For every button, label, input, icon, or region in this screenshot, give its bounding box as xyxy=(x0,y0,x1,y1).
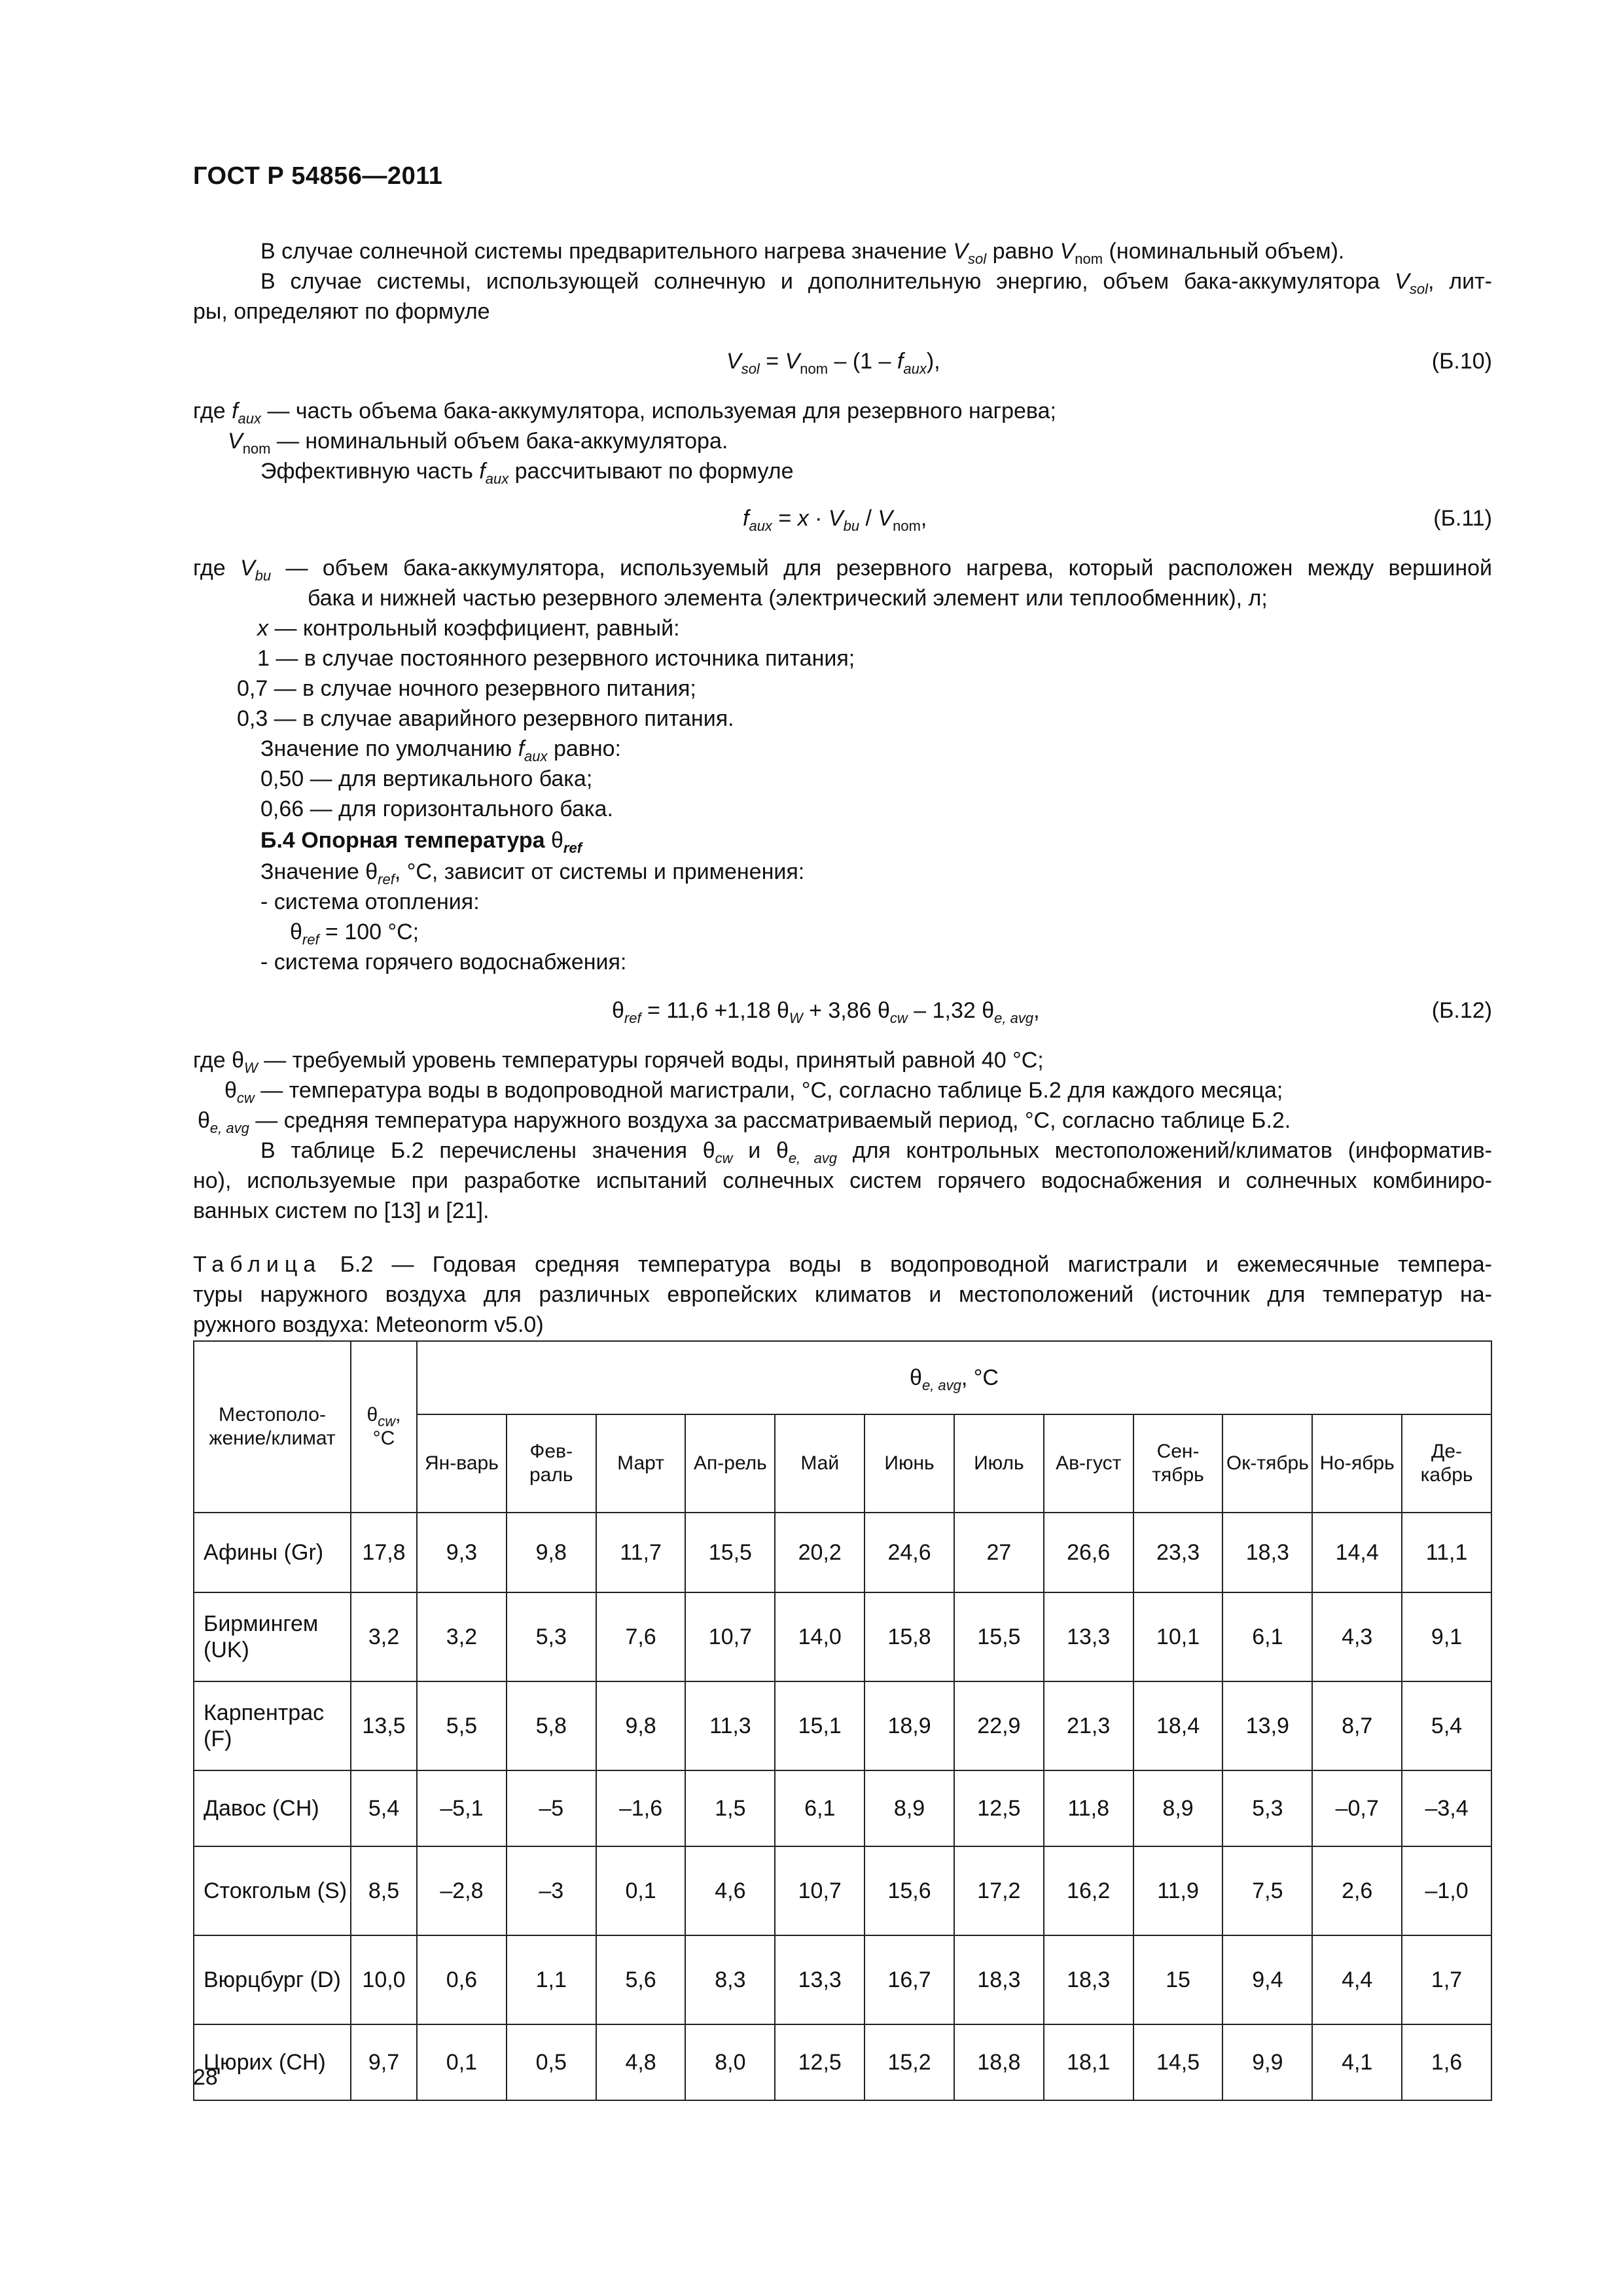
cell-month-value: 18,1 xyxy=(1044,2024,1133,2100)
where-vbu-cont: бака и нижней частью резервного элемента (электрический элемент или теплообменник), л; xyxy=(308,586,1268,611)
cell-month-value: 6,1 xyxy=(1222,1592,1312,1681)
cell-month-value: 3,2 xyxy=(417,1592,507,1681)
cell-month-value: 15,6 xyxy=(865,1846,954,1935)
cell-month-value: 1,6 xyxy=(1402,2024,1491,2100)
paragraph-combi-cont: ры, определяют по формуле xyxy=(193,299,490,324)
header-location xyxy=(194,1341,351,1513)
sub: e, avg xyxy=(921,1377,961,1393)
paragraph-table-ref-cont: но), используемые при разработке испытаний солнечных систем горячего водоснабжения и солнечных комбиниро- xyxy=(193,1168,1492,1193)
cell-month-value: 8,9 xyxy=(865,1770,954,1846)
text: — температура воды в водопроводной магистрали, °C, согласно таблице Б.2 для каждого месяца; xyxy=(254,1078,1283,1103)
cell-month-value: 18,9 xyxy=(865,1681,954,1770)
text: где xyxy=(193,556,240,581)
text: и xyxy=(732,1138,776,1163)
op: , xyxy=(1033,998,1040,1023)
sub: aux xyxy=(485,471,509,487)
sub: e, avg xyxy=(994,1010,1034,1026)
text: (номинальный объем). xyxy=(1103,239,1345,264)
sub: bu xyxy=(843,518,860,534)
cell-month-value: 11,8 xyxy=(1044,1770,1133,1846)
sub: ref xyxy=(302,931,319,948)
text: Местополо-жение/климат xyxy=(209,1404,336,1449)
list-heating: - система отопления: xyxy=(260,889,480,914)
op: = xyxy=(772,506,798,531)
symbol: θ xyxy=(776,998,789,1023)
header-month: Март xyxy=(596,1414,686,1513)
sub: ref xyxy=(624,1010,641,1026)
header-month: Ок-тябрь xyxy=(1222,1414,1312,1513)
cell-month-value: 16,2 xyxy=(1044,1846,1133,1935)
cell-month-value: 11,9 xyxy=(1133,1846,1223,1935)
table-caption-cont: туры наружного воздуха для различных европейских климатов и местоположений (источник для температур на- xyxy=(193,1282,1492,1307)
cell-month-value: 1,1 xyxy=(507,1935,596,2024)
where-tw xyxy=(193,1046,1044,1075)
symbol: θ xyxy=(776,1138,789,1163)
reference-value xyxy=(260,857,804,886)
paragraph-combi xyxy=(260,267,1492,296)
equation-b12 xyxy=(612,996,1040,1025)
cell-cw: 5,4 xyxy=(351,1770,417,1846)
sub: sol xyxy=(968,251,987,267)
var-v: V xyxy=(953,239,969,264)
cell-cw: 10,0 xyxy=(351,1935,417,2024)
op: , xyxy=(920,506,927,531)
text: Б.2 — Годовая средняя температура воды в водопроводной магистрали и ежемесячные темпера- xyxy=(321,1252,1492,1277)
cell-month-value: 0,5 xyxy=(507,2024,596,2100)
cell-month-value: 12,5 xyxy=(775,2024,865,2100)
cell-month-value: 18,8 xyxy=(954,2024,1044,2100)
cell-month-value: 9,8 xyxy=(596,1681,686,1770)
cell-month-value: 5,6 xyxy=(596,1935,686,2024)
cell-month-value: 12,5 xyxy=(954,1770,1044,1846)
header-month: Май xyxy=(775,1414,865,1513)
cell-month-value: 15 xyxy=(1133,1935,1223,2024)
sub: sol xyxy=(1409,281,1428,297)
var: x xyxy=(257,616,268,641)
paragraph-preheat xyxy=(260,237,1344,266)
sub: e, avg xyxy=(788,1150,838,1166)
cell-month-value: 7,5 xyxy=(1222,1846,1312,1935)
text: Значение xyxy=(260,859,366,884)
sub: nom xyxy=(242,440,271,457)
cell-month-value: 9,3 xyxy=(417,1513,507,1592)
heating-value xyxy=(290,918,419,946)
cell-month-value: 20,2 xyxy=(775,1513,865,1592)
cell-location: Цюрих (СН) xyxy=(194,2024,351,2100)
cell-month-value: 6,1 xyxy=(775,1770,865,1846)
option-07: 0,7 — в случае ночного резервного питания; xyxy=(237,676,696,701)
text: Значение по умолчанию xyxy=(260,736,518,761)
sub: e, avg xyxy=(209,1120,249,1136)
cell-month-value: –5,1 xyxy=(417,1770,507,1846)
cell-location: Афины (Gr) xyxy=(194,1513,351,1592)
symbol: θ xyxy=(910,1365,922,1390)
cell-month-value: 8,7 xyxy=(1312,1681,1402,1770)
unit: , °C xyxy=(372,1404,401,1449)
equation-number: (Б.10) xyxy=(1431,349,1492,374)
table-row xyxy=(194,1770,1491,1846)
symbol: θ xyxy=(550,828,563,853)
text: — часть объема бака-аккумулятора, используемая для резервного нагрева; xyxy=(261,399,1056,423)
table-row xyxy=(194,1513,1491,1592)
cell-month-value: 5,4 xyxy=(1402,1681,1491,1770)
text: равно xyxy=(986,239,1060,264)
default-horizontal: 0,66 — для горизонтального бака. xyxy=(260,797,613,821)
cell-cw: 17,8 xyxy=(351,1513,417,1592)
cell-month-value: 18,3 xyxy=(1044,1935,1133,2024)
cell-month-value: 0,1 xyxy=(417,2024,507,2100)
cell-month-value: 26,6 xyxy=(1044,1513,1133,1592)
text: Эффективную часть xyxy=(260,459,480,484)
table-caption xyxy=(193,1250,1492,1279)
cell-month-value: 15,5 xyxy=(954,1592,1044,1681)
table-row xyxy=(194,2024,1491,2100)
equation-number: (Б.12) xyxy=(1431,998,1492,1023)
where-te xyxy=(198,1106,1291,1135)
cell-month-value: 5,5 xyxy=(417,1681,507,1770)
cell-month-value: 7,6 xyxy=(596,1592,686,1681)
text: , °C, зависит от системы и применения: xyxy=(394,859,805,884)
text: — требуемый уровень температуры горячей воды, принятый равной 40 °C; xyxy=(257,1048,1044,1073)
var: V xyxy=(828,506,844,531)
cell-month-value: 13,3 xyxy=(775,1935,865,2024)
var: f xyxy=(479,459,486,484)
equation-b10 xyxy=(726,347,940,376)
header-month: Июль xyxy=(954,1414,1044,1513)
cell-month-value: 18,4 xyxy=(1133,1681,1223,1770)
cell-month-value: 9,8 xyxy=(507,1513,596,1592)
cell-month-value: 9,9 xyxy=(1222,2024,1312,2100)
sub: aux xyxy=(749,518,772,534)
document-header: ГОСТ Р 54856—2011 xyxy=(193,162,443,190)
text: , лит- xyxy=(1427,269,1492,294)
cell-month-value: 5,3 xyxy=(507,1592,596,1681)
header-month: Но-ябрь xyxy=(1312,1414,1402,1513)
var: f xyxy=(518,736,525,761)
op: / xyxy=(859,506,878,531)
sub: cw xyxy=(889,1010,908,1026)
var: V xyxy=(785,349,800,374)
header-month: Ап-рель xyxy=(685,1414,775,1513)
table-row xyxy=(194,1846,1491,1935)
cell-month-value: 15,2 xyxy=(865,2024,954,2100)
symbol: θ xyxy=(365,859,378,884)
cell-month-value: 4,1 xyxy=(1312,2024,1402,2100)
cell-location: Стокгольм (S) xyxy=(194,1846,351,1935)
cell-month-value: 10,7 xyxy=(775,1846,865,1935)
sub: cw xyxy=(236,1090,255,1106)
cell-month-value: 14,5 xyxy=(1133,2024,1223,2100)
cell-month-value: 9,1 xyxy=(1402,1592,1491,1681)
cell-location: Давос (СН) xyxy=(194,1770,351,1846)
cell-month-value: 2,6 xyxy=(1312,1846,1402,1935)
cell-month-value: –1,6 xyxy=(596,1770,686,1846)
cell-month-value: 5,3 xyxy=(1222,1770,1312,1846)
text: — средняя температура наружного воздуха за рассматриваемый период, °C, согласно таблице Б.2. xyxy=(249,1108,1291,1133)
cell-month-value: –3 xyxy=(507,1846,596,1935)
cell-month-value: 1,7 xyxy=(1402,1935,1491,2024)
symbol: θ xyxy=(366,1404,378,1426)
cell-cw: 8,5 xyxy=(351,1846,417,1935)
cell-month-value: 0,6 xyxy=(417,1935,507,2024)
page-number: 28 xyxy=(193,2065,218,2090)
text: — номинальный объем бака-аккумулятора. xyxy=(270,429,728,454)
caption-label: Таблица xyxy=(193,1252,322,1277)
text: Б.4 Опорная температура xyxy=(260,828,551,853)
sub: aux xyxy=(238,410,262,427)
paragraph-table-ref xyxy=(260,1136,1492,1165)
op: – 1,32 xyxy=(907,998,982,1023)
section-title xyxy=(260,826,582,855)
op: = 11,6 +1,18 xyxy=(641,998,777,1023)
cell-month-value: 15,5 xyxy=(685,1513,775,1592)
option-1: 1 — в случае постоянного резервного источника питания; xyxy=(257,646,855,671)
table-row xyxy=(194,1592,1491,1681)
var: V xyxy=(240,556,255,581)
cell-month-value: 8,9 xyxy=(1133,1770,1223,1846)
cell-month-value: 13,9 xyxy=(1222,1681,1312,1770)
text: В случае системы, использующей солнечную и дополнительную энергию, объем бака-аккумулятора xyxy=(260,269,1395,294)
sub: W xyxy=(789,1010,803,1026)
var: V xyxy=(726,349,741,374)
cell-month-value: 8,3 xyxy=(685,1935,775,2024)
cell-month-value: –1,0 xyxy=(1402,1846,1491,1935)
symbol: θ xyxy=(290,920,302,944)
var: V xyxy=(228,429,243,454)
text: — объем бака-аккумулятора, используемый для резервного нагрева, который расположен между вершиной xyxy=(271,556,1493,581)
header-month: Июнь xyxy=(865,1414,954,1513)
cell-month-value: 4,3 xyxy=(1312,1592,1402,1681)
sub: W xyxy=(244,1060,258,1076)
var: f xyxy=(743,506,749,531)
cell-month-value: 18,3 xyxy=(1222,1513,1312,1592)
cell-month-value: 14,0 xyxy=(775,1592,865,1681)
symbol: θ xyxy=(198,1108,210,1133)
cell-month-value: 4,8 xyxy=(596,2024,686,2100)
sub: nom xyxy=(893,518,921,534)
text: рассчитывают по формуле xyxy=(508,459,794,484)
text: — контрольный коэффициент, равный: xyxy=(268,616,680,641)
cell-month-value: 14,4 xyxy=(1312,1513,1402,1592)
cell-month-value: 4,4 xyxy=(1312,1935,1402,2024)
header-e-avg xyxy=(417,1341,1491,1414)
sub: nom xyxy=(1075,251,1103,267)
text: где xyxy=(193,1048,232,1073)
header-month: Ян-варь xyxy=(417,1414,507,1513)
cell-month-value: 23,3 xyxy=(1133,1513,1223,1592)
sub: aux xyxy=(903,361,927,377)
op: · xyxy=(808,506,829,531)
header-month: Ав-густ xyxy=(1044,1414,1133,1513)
symbol: θ xyxy=(878,998,890,1023)
cell-month-value: 0,1 xyxy=(596,1846,686,1935)
cell-month-value: 11,3 xyxy=(685,1681,775,1770)
cell-cw: 3,2 xyxy=(351,1592,417,1681)
cell-cw: 9,7 xyxy=(351,2024,417,2100)
default-vertical: 0,50 — для вертикального бака; xyxy=(260,766,593,791)
header-month: Де-кабрь xyxy=(1402,1414,1491,1513)
sub: nom xyxy=(800,361,829,377)
op: – (1 – xyxy=(828,349,897,374)
effective-part xyxy=(260,457,793,486)
paragraph-table-ref-end: ванных систем по [13] и [21]. xyxy=(193,1198,490,1223)
table-row xyxy=(194,1681,1491,1770)
cell-month-value: 15,1 xyxy=(775,1681,865,1770)
cell-month-value: 5,8 xyxy=(507,1681,596,1770)
text: равно: xyxy=(547,736,621,761)
var: f xyxy=(897,349,904,374)
cell-month-value: –5 xyxy=(507,1770,596,1846)
header-cw xyxy=(351,1341,417,1513)
where-x xyxy=(257,614,680,643)
cell-month-value: 10,7 xyxy=(685,1592,775,1681)
where-faux xyxy=(193,397,1056,425)
equation-number: (Б.11) xyxy=(1433,506,1492,531)
option-03: 0,3 — в случае аварийного резервного питания. xyxy=(237,706,734,731)
cell-month-value: 9,4 xyxy=(1222,1935,1312,2024)
cell-month-value: 22,9 xyxy=(954,1681,1044,1770)
cell-location: Бирмингем (UK) xyxy=(194,1592,351,1681)
default-value xyxy=(260,734,621,763)
sub: cw xyxy=(378,1413,396,1429)
text: где xyxy=(193,399,232,423)
cell-month-value: 11,7 xyxy=(596,1513,686,1592)
header-month: Фев-раль xyxy=(507,1414,596,1513)
cell-month-value: 13,3 xyxy=(1044,1592,1133,1681)
symbol: θ xyxy=(224,1078,237,1103)
var: f xyxy=(232,399,238,423)
text: для контрольных местоположений/климатов (информатив- xyxy=(837,1138,1493,1163)
unit: , °C xyxy=(961,1365,999,1390)
where-vnom xyxy=(228,427,728,456)
cell-month-value: 18,3 xyxy=(954,1935,1044,2024)
sub: bu xyxy=(255,567,272,584)
table-caption-end: ружного воздуха: Meteonorm v5.0) xyxy=(193,1312,544,1337)
cell-location: Карпентрас (F) xyxy=(194,1681,351,1770)
where-vbu xyxy=(193,554,1492,583)
op: = xyxy=(759,349,785,374)
sub: sol xyxy=(741,361,760,377)
op: + 3,86 xyxy=(802,998,878,1023)
table-row xyxy=(194,1935,1491,2024)
op: ), xyxy=(926,349,940,374)
cell-month-value: –2,8 xyxy=(417,1846,507,1935)
symbol: θ xyxy=(612,998,624,1023)
symbol: θ xyxy=(702,1138,715,1163)
cell-month-value: 8,0 xyxy=(685,2024,775,2100)
text: В случае солнечной системы предварительного нагрева значение xyxy=(260,239,954,264)
sub: cw xyxy=(715,1150,733,1166)
data-table xyxy=(193,1340,1492,2101)
cell-location: Вюрцбург (D) xyxy=(194,1935,351,2024)
cell-month-value: 1,5 xyxy=(685,1770,775,1846)
cell-month-value: 17,2 xyxy=(954,1846,1044,1935)
cell-month-value: 11,1 xyxy=(1402,1513,1491,1592)
cell-cw: 13,5 xyxy=(351,1681,417,1770)
var-v: V xyxy=(1395,269,1410,294)
sub: ref xyxy=(378,871,395,888)
text: = 100 °C; xyxy=(319,920,419,944)
cell-month-value: –0,7 xyxy=(1312,1770,1402,1846)
cell-month-value: 4,6 xyxy=(685,1846,775,1935)
list-dhw: - система горячего водоснабжения: xyxy=(260,950,627,975)
symbol: θ xyxy=(232,1048,244,1073)
var-v: V xyxy=(1060,239,1075,264)
var: V xyxy=(878,506,893,531)
where-tcw xyxy=(224,1076,1283,1105)
symbol: θ xyxy=(982,998,995,1023)
var: x xyxy=(797,506,809,531)
header-month: Сен-тябрь xyxy=(1133,1414,1223,1513)
text: В таблице Б.2 перечислены значения xyxy=(260,1138,703,1163)
cell-month-value: 21,3 xyxy=(1044,1681,1133,1770)
cell-month-value: 15,8 xyxy=(865,1592,954,1681)
cell-month-value: 24,6 xyxy=(865,1513,954,1592)
cell-month-value: 16,7 xyxy=(865,1935,954,2024)
cell-month-value: 27 xyxy=(954,1513,1044,1592)
cell-month-value: –3,4 xyxy=(1402,1770,1491,1846)
sub: aux xyxy=(524,748,548,764)
equation-b11 xyxy=(743,504,927,533)
sub: ref xyxy=(563,840,582,856)
cell-month-value: 10,1 xyxy=(1133,1592,1223,1681)
